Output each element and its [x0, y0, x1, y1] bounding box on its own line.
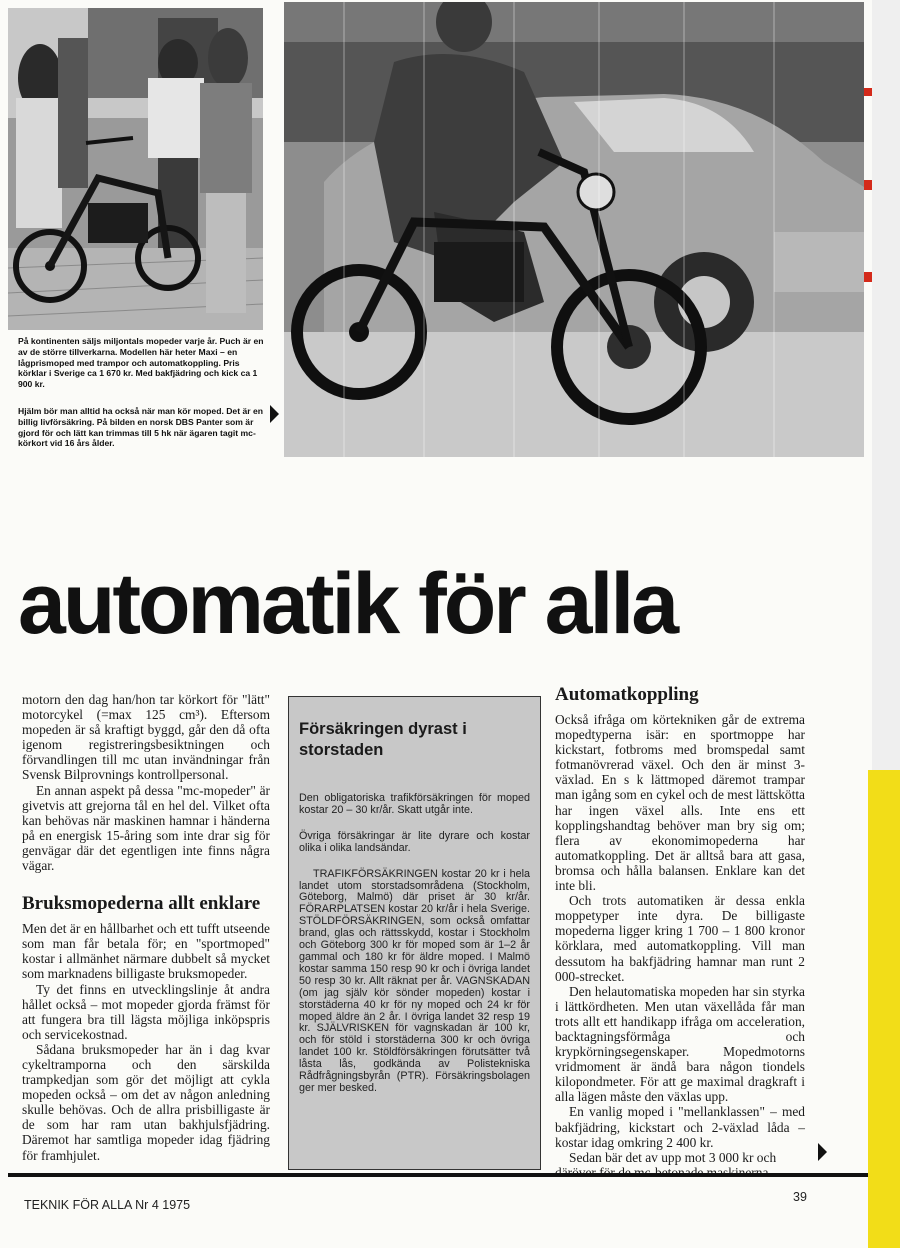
triangle-right-icon	[270, 405, 279, 423]
footer-rule	[8, 1173, 868, 1177]
paragraph: Också ifråga om körtekniken går de extrema mopedtyperna isär: en sportmoppe har kickstart, fotbroms med bromspedal samt fotmanövrerad växel. Och den är minst 3-växlad. En s k lättmoped däremot trampar man igång som en cykel och de mest lättskötta har ingen växel alls. Inte ens ett kopplingshandtag behöver man bry sig om; flera av ekonomimopederna har automatkoppling. Det är alltså bara att gasa, bromsa och hålla balansen. Enklare kan det inte bli.	[555, 712, 805, 894]
article-column-1	[22, 692, 270, 1163]
box-paragraph: Övriga försäkringar är lite dyrare och kostar olika i olika landsändar.	[299, 829, 530, 854]
paragraph: motorn den dag han/hon tar körkort för "lätt" motorcykel (=max 125 cm³). Eftersom mopeden är så kraftigt byggd, går den då ofta igenom registreringsbesiktningen och förvandlingen till mc utan invändningar från Svensk Bilprovnings kontrollpersonal.	[22, 692, 270, 783]
paragraph: Och trots automatiken är dessa enkla moppetyper inte dyra. De billigaste mopederna ligger kring 1 700 – 1 800 kronor körklara, med automatkoppling. Vill man dessutom ha bakfjädring hamnar man runt 2 000-strecket.	[555, 893, 805, 984]
caption-helmet	[18, 406, 268, 449]
edge-marker	[864, 180, 872, 190]
page-number: 39	[793, 1190, 807, 1204]
caption-puch-maxi	[18, 336, 268, 390]
edge-marker	[864, 272, 872, 282]
caption-puch-text: På kontinenten säljs miljontals mopeder varje år. Puch är en av de större tillverkarna. Modellen här heter Maxi – en lågprismoped med trampor och automatkoppling. Pris körklar i Sverige ca 1 670 kr. Med bakfjädring och kick ca 1 900 kr.	[18, 336, 264, 390]
paragraph: Sedan bär det av upp mot 3 000 kr och	[569, 1149, 777, 1165]
insurance-box	[288, 696, 541, 1170]
paragraph: En vanlig moped i "mellanklassen" – med bakfjädring, kickstart och 2-växlad låda – kostar idag omkring 2 400 kr.	[555, 1104, 805, 1150]
paragraph: Ty det finns en utvecklingslinje åt andra hållet också – mot mopeder gjorda främst för att fungera bra till lägsta möjliga inköpspris och servicekostnad.	[22, 981, 270, 1042]
photo-puch-maxi	[8, 8, 263, 330]
section-heading: Automatkoppling	[555, 684, 699, 705]
triangle-right-icon	[818, 1143, 827, 1161]
section-heading: Bruksmopederna allt enklare	[22, 893, 261, 915]
paragraph: En annan aspekt på dessa "mc-mopeder" är givetvis att grejorna tål en hel del. Vilket ofta kan behövas när maskinen hamnar i händerna på en energisk 15-åring som inte drar sig för genvägar där det egentligen inte finns några vägar.	[22, 782, 270, 874]
article-column-3	[555, 684, 805, 1180]
caption-helmet-text: Hjälm bör man alltid ha också när man kör moped. Det är en billig livförsäkring. På bilden en norsk DBS Panter som är gjord för och lätt kan trimmas till 5 hk när ägaren tagit mc-körkort vid 16 års ålder.	[18, 406, 263, 449]
edge-marker	[864, 88, 872, 96]
edge-yellow-strip	[868, 770, 900, 1248]
paragraph: Men det är en hållbarhet och ett tufft utseende som man får betala för; en "sportmoped" kostar i allmänhet närmare dubbelt så mycket som marknadens billigaste bruksmopeder.	[22, 921, 270, 982]
box-heading: Försäkringen dyrast i storstaden	[299, 720, 467, 759]
paragraph: Sådana bruksmopeder har än i dag kvar cykeltramporna och den särskilda trampkedjan som gör det möjligt att cykla mopeden också – om det av någon anledning skulle behövas. Och de allra prisbilligaste är de som har ram utan bakhjulsfjädring. Däremot har samtliga mopeder idag fjädring för framhjulet.	[22, 1041, 270, 1163]
page-title: automatik för alla	[18, 556, 677, 652]
photo-dbs-panter-rider	[284, 2, 864, 457]
paragraph: Den helautomatiska mopeden har sin styrka i lättkördheten. Men utan växellåda får man trots allt ett handikapp ifråga om acceleration, backtagningsförmåga och krypkörningsegenskaper. Mopedmotorns vridmoment är ändå bara någon tiondels kilopondmeter. För att ge maximal dragkraft i alla lägen måste den växlas upp.	[555, 983, 805, 1105]
box-paragraph: Den obligatoriska trafikförsäkringen för moped kostar 20 – 30 kr/år. Skatt utgår inte.	[299, 792, 530, 816]
footer-magazine: TEKNIK FÖR ALLA Nr 4 1975	[24, 1198, 191, 1212]
box-paragraph: TRAFIKFÖRSÄKRINGEN kostar 20 kr i hela landet utom storstadsområdena (Stockholm, Göteborg, Malmö) där priset är 30 kr/år. FÖRARPLATSEN kostar 20 kr/år i hela Sverige. STÖLDFÖRSÄKRINGEN, som också omfattar brand, glas och rättsskydd, kostar i Stockholm och Göteborg 300 kr för moped som är 1–2 år gammal och 180 kr för äldre moped. I Malmö kostar samma 150 resp 90 kr och i övriga landet 50 resp 30 kr. Allt räknat per år. VAGNSKADAN (om jag själv kör sönder mopeden) kostar i storstäderna 40 kr för ny moped och 24 kr för moped äldre än 2 år. I övriga landet 32 resp 19 kr. SJÄLVRISKEN för vagnskadan är 100 kr, och för stöld i storstäderna 300 kr och övriga landet 100 kr. Stöldförsäkringen förutsätter två låsta lås, godkända av Polistekniska Rådfrågningsbyrån (PTR). Försäkringsbolagen ger mer besked.	[299, 867, 530, 1094]
